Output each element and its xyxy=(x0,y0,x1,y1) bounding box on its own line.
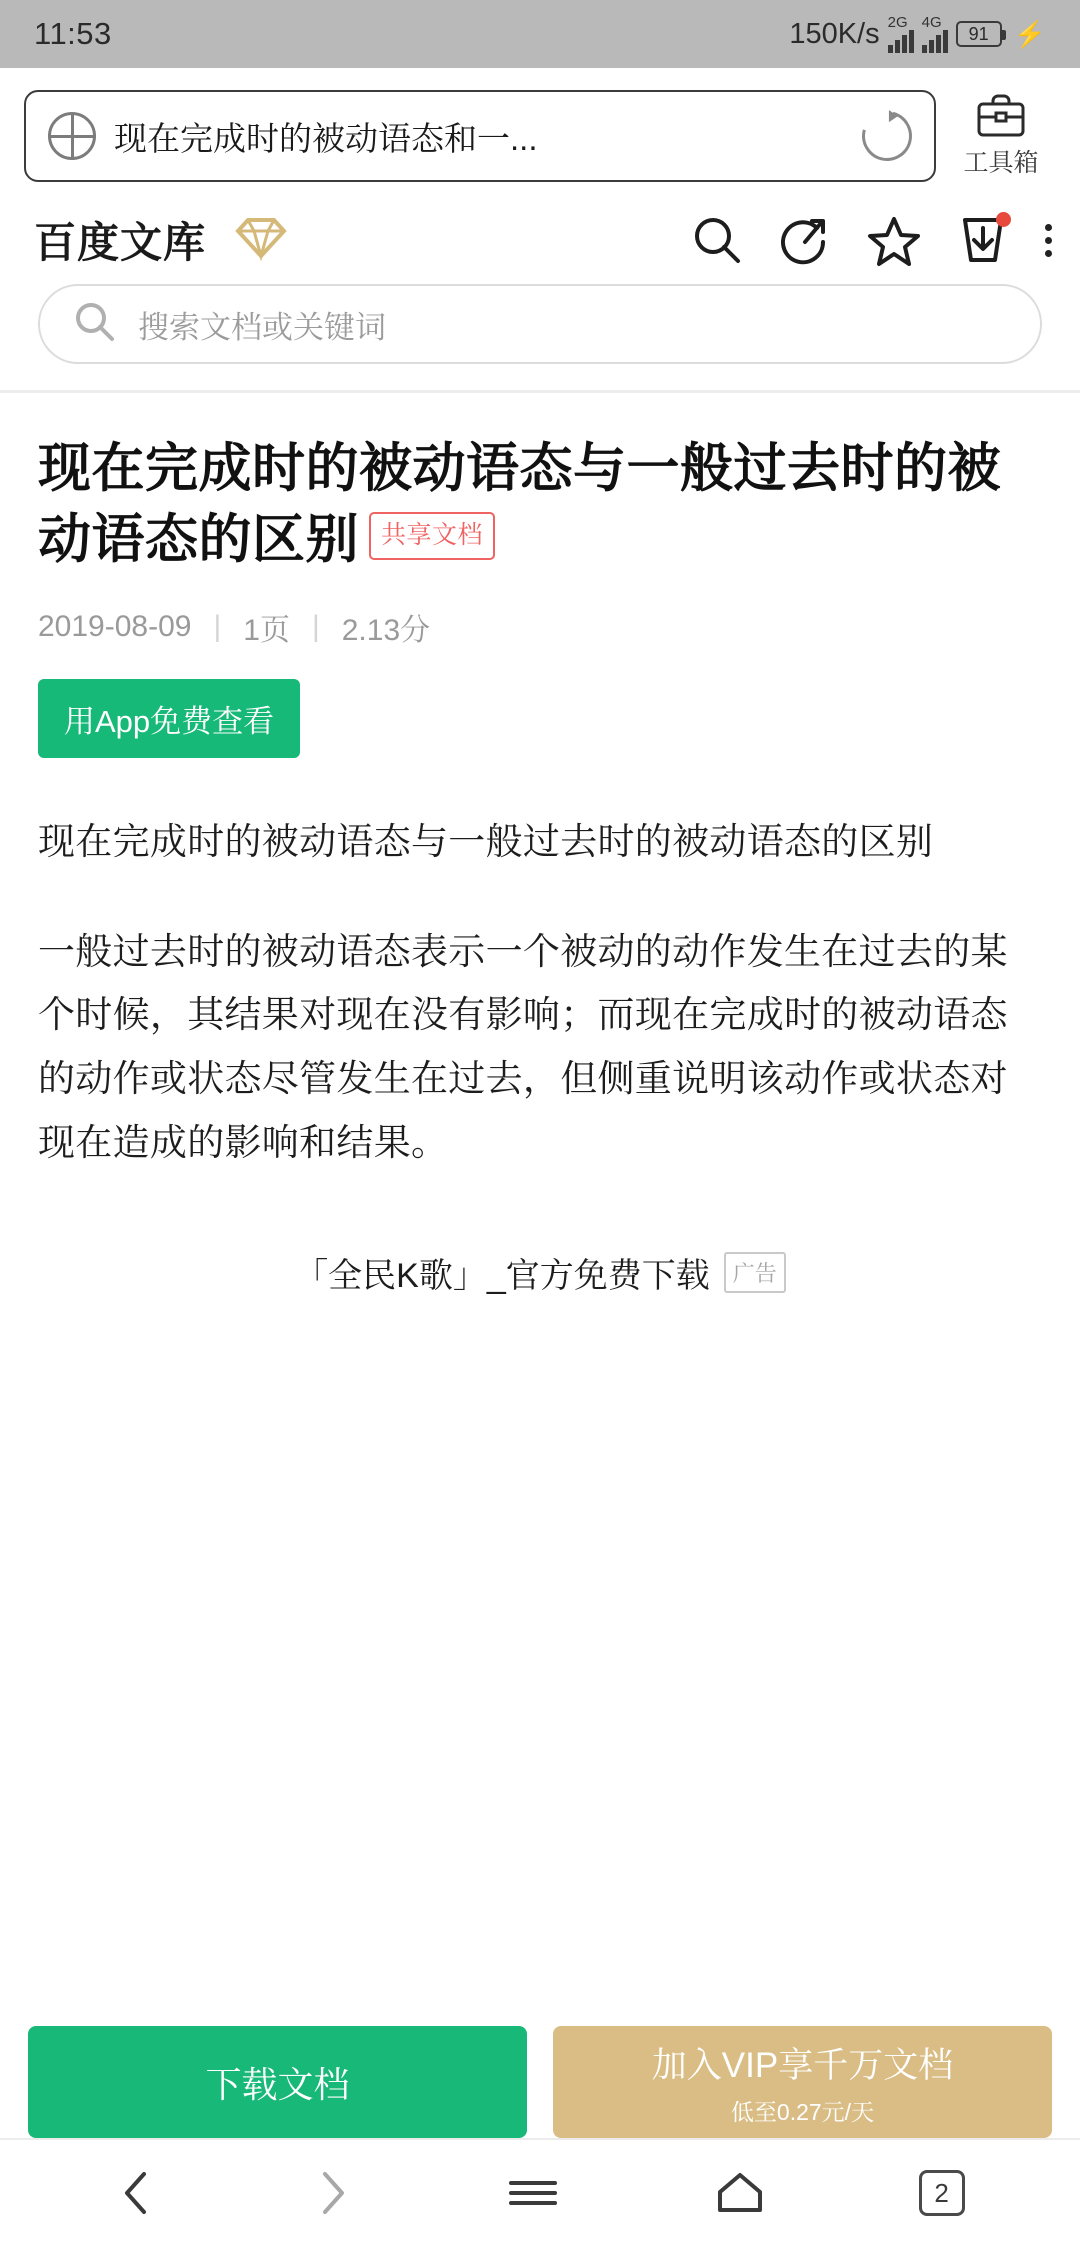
url-text[interactable]: 现在完成时的被动语态和一... xyxy=(114,119,538,157)
chevron-right-icon xyxy=(310,2166,354,2220)
document-pages: 1页 xyxy=(243,614,290,648)
download-icon[interactable] xyxy=(957,214,1009,266)
signal-bars-4g-icon xyxy=(921,13,948,53)
search-input[interactable] xyxy=(38,284,1042,364)
search-section xyxy=(0,280,1080,390)
back-button[interactable] xyxy=(115,2166,159,2220)
join-vip-sublabel: 低至0.27元/天 xyxy=(730,2098,875,2125)
browser-navbar xyxy=(0,2138,1080,2246)
status-time: 11:53 xyxy=(34,16,112,51)
join-vip-button[interactable] xyxy=(553,2026,1052,2138)
page-title xyxy=(38,433,1042,575)
reload-icon[interactable] xyxy=(853,102,921,170)
open-in-app-button[interactable]: 用App免费查看 xyxy=(38,679,300,758)
more-menu-icon[interactable] xyxy=(1045,224,1052,257)
download-document-button[interactable] xyxy=(28,2026,527,2138)
status-bar xyxy=(0,0,1080,68)
home-icon xyxy=(712,2168,768,2218)
battery-level: 91 xyxy=(968,23,989,44)
ad-text[interactable]: 「全民K歌」_官方免费下载 xyxy=(294,1257,710,1296)
menu-button[interactable] xyxy=(505,2171,561,2215)
status-badge: 共享文档 xyxy=(369,512,495,560)
share-icon[interactable] xyxy=(779,214,831,266)
url-bar[interactable] xyxy=(24,90,936,182)
signal-2g-label: 2G xyxy=(887,13,908,31)
ad-label: 广告 xyxy=(724,1252,786,1293)
join-vip-label: 加入VIP享千万文档 xyxy=(651,2045,954,2085)
globe-icon xyxy=(48,112,96,160)
signal-icons xyxy=(887,13,948,53)
chevron-left-icon xyxy=(115,2166,159,2220)
search-icon[interactable] xyxy=(691,214,743,266)
meta-divider-1: | xyxy=(213,610,222,644)
toolbox-button[interactable] xyxy=(946,93,1056,179)
search-placeholder: 搜索文档或关键词 xyxy=(138,309,386,345)
document-content xyxy=(0,393,1080,1297)
download-badge xyxy=(996,212,1011,227)
meta-divider-2: | xyxy=(311,610,320,644)
battery-icon xyxy=(956,21,1002,47)
advertisement[interactable] xyxy=(38,1248,1042,1297)
document-date: 2019-08-09 xyxy=(38,610,192,644)
document-paragraph: 一般过去时的被动语态表示一个被动的动作发生在过去的某个时候，其结果对现在没有影响；而现在完成时的被动语态的动作或状态尽管发生在过去，但侧重说明该动作或状态对现在造成的影响和结果。 xyxy=(38,930,1008,1163)
signal-4g-label: 4G xyxy=(921,13,942,31)
search-icon xyxy=(74,301,116,348)
toolbox-icon xyxy=(975,93,1027,139)
header-icon-group xyxy=(691,214,1052,266)
tabs-button[interactable] xyxy=(919,2170,965,2216)
browser-toolbar xyxy=(0,68,1080,202)
status-right-group xyxy=(789,13,1046,53)
forward-button[interactable] xyxy=(310,2166,354,2220)
star-icon[interactable] xyxy=(867,214,921,266)
tab-count: 2 xyxy=(919,2170,965,2216)
document-meta xyxy=(38,605,1042,649)
site-logo[interactable]: 百度文库 xyxy=(34,219,207,266)
site-header xyxy=(0,202,1080,280)
toolbox-label: 工具箱 xyxy=(963,149,1039,177)
document-score: 2.13分 xyxy=(341,614,431,648)
network-speed: 150K/s xyxy=(789,17,880,50)
cta-bar xyxy=(0,2026,1080,2138)
home-button[interactable] xyxy=(712,2168,768,2218)
document-title-text: 现在完成时的被动语态与一般过去时的被动语态的区别 xyxy=(38,439,1001,570)
charging-bolt-icon: ⚡ xyxy=(1013,18,1046,49)
download-document-label: 下载文档 xyxy=(205,2063,350,2105)
hamburger-menu-icon xyxy=(505,2171,561,2215)
vip-diamond-icon[interactable] xyxy=(232,215,290,266)
signal-bars-2g-icon xyxy=(887,13,914,53)
document-paragraph: 现在完成时的被动语态与一般过去时的被动语态的区别 xyxy=(38,821,934,863)
